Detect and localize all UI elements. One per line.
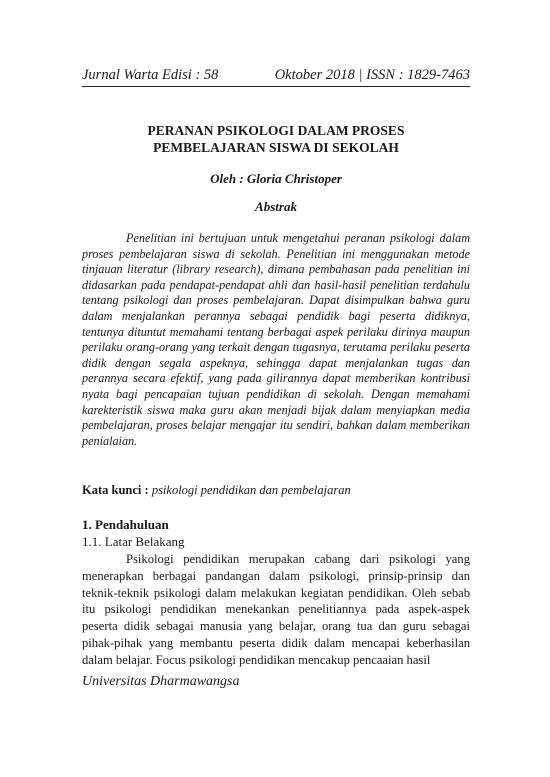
paper-title bbox=[82, 122, 470, 156]
journal-issue-info: Oktober 2018 | ISSN : 1829-7463 bbox=[274, 67, 470, 83]
abstract-heading: Abstrak bbox=[255, 199, 297, 214]
subsection-heading: 1.1. Latar Belakang bbox=[82, 534, 185, 549]
title-line-2: PEMBELAJARAN SISWA DI SEKOLAH bbox=[153, 140, 399, 155]
journal-name: Jurnal Warta Edisi : 58 bbox=[82, 67, 219, 83]
section-heading: 1. Pendahuluan bbox=[82, 517, 169, 532]
keywords bbox=[82, 483, 470, 498]
body-paragraph: Psikologi pendidikan merupakan cabang dari psikologi yang menerapkan berbagai pandangan dalam psikologi, prinsip-prinsip dan teknik-teknik psikologi dalam melakukan kegiatan pendidikan. Oleh sebab itu psikologi pendidikan menekankan penelitiannya pada aspek-aspek peserta didik sebagai manusia yang belajar, orang tua dan guru sebagai pihak-pihak yang membantu peserta didik dalam mencapai keberhasilan dalam belajar. Focus psikologi pendidikan mencakup pencaaian hasil bbox=[82, 552, 470, 667]
journal-header bbox=[82, 66, 470, 87]
author-line: Oleh : Gloria Christoper bbox=[210, 171, 342, 186]
keywords-text: psikologi pendidikan dan pembelajaran bbox=[148, 483, 351, 497]
abstract-text: Penelitian ini bertujuan untuk mengetahui peranan psikologi dalam proses pembelajaran siswa di sekolah. Penelitian ini menggunakan metode tinjauan literatur (library research), dimana pembahasan pada penelitian ini didasarkan pada pendapat-pendapat ahli dan hasil-hasil penelitian terdahulu tentang psikologi dan proses pembelajaran. Dapat disimpulkan bahwa guru dalam menjalankan perannya sebagai pendidik bagi peserta didiknya, tentunya dituntut memahami tentang berbagai aspek perilaku dirinya maupun perilaku orang-orang yang terkait dengan tugasnya, terutama perilaku peserta didik dengan segala aspeknya, sehingga dapat menjalankan tugas dan perannya secara efektif, yang pada gilirannya dapat memberikan kontribusi nyata bagi pencapaian tujuan pendidikan di sekolah. Dengan memahami karekteristik siswa maka guru akan menjadi bijak dalam menyiapkan media pembelajaran, proses belajar mengajar itu sendiri, bahkan dalam memberikan penialaian. bbox=[82, 231, 470, 448]
page-footer: Universitas Dharmawangsa bbox=[82, 674, 240, 689]
keywords-label: Kata kunci : bbox=[82, 483, 149, 497]
title-line-1: PERANAN PSIKOLOGI DALAM PROSES bbox=[147, 123, 405, 138]
